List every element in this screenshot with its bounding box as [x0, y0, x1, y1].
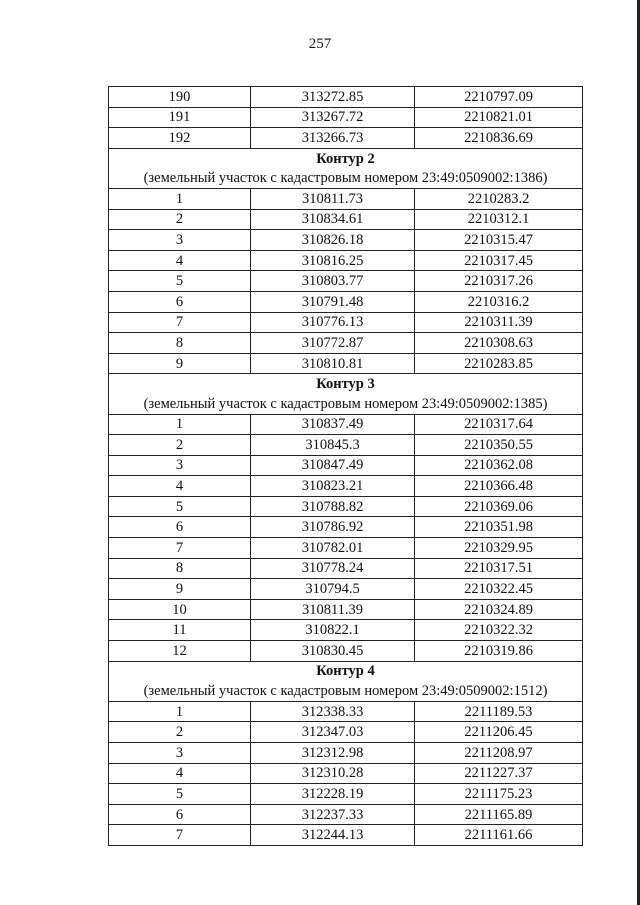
y-coordinate-cell: 2210317.45 — [415, 250, 583, 271]
y-coordinate-cell: 2210311.39 — [415, 312, 583, 333]
x-coordinate-cell: 310782.01 — [251, 538, 415, 559]
point-number-cell: 6 — [109, 291, 251, 312]
contour-title: Контур 4 — [109, 661, 583, 681]
y-coordinate-cell: 2210322.45 — [415, 579, 583, 600]
table-row — [109, 271, 583, 292]
contour-title-row — [109, 374, 583, 394]
y-coordinate-cell: 2210322.32 — [415, 620, 583, 641]
x-coordinate-cell: 310837.49 — [251, 414, 415, 435]
point-number-cell: 5 — [109, 784, 251, 805]
point-number-cell: 4 — [109, 476, 251, 497]
y-coordinate-cell: 2210836.69 — [415, 128, 583, 149]
x-coordinate-cell: 312347.03 — [251, 722, 415, 743]
contour-title: Контур 2 — [109, 148, 583, 168]
y-coordinate-cell: 2211161.66 — [415, 825, 583, 846]
y-coordinate-cell: 2210312.1 — [415, 209, 583, 230]
x-coordinate-cell: 310811.39 — [251, 599, 415, 620]
point-number-cell: 9 — [109, 353, 251, 374]
x-coordinate-cell: 310778.24 — [251, 558, 415, 579]
table-row — [109, 435, 583, 456]
x-coordinate-cell: 312244.13 — [251, 825, 415, 846]
y-coordinate-cell: 2210316.2 — [415, 291, 583, 312]
contour-title-row — [109, 661, 583, 681]
x-coordinate-cell: 310772.87 — [251, 333, 415, 354]
point-number-cell: 3 — [109, 455, 251, 476]
x-coordinate-cell: 310811.73 — [251, 188, 415, 209]
x-coordinate-cell: 310834.61 — [251, 209, 415, 230]
table-row — [109, 250, 583, 271]
y-coordinate-cell: 2210362.08 — [415, 455, 583, 476]
table-row — [109, 763, 583, 784]
table-row — [109, 558, 583, 579]
table-row — [109, 230, 583, 251]
y-coordinate-cell: 2211165.89 — [415, 804, 583, 825]
table-row — [109, 579, 583, 600]
point-number-cell: 6 — [109, 517, 251, 538]
point-number-cell: 2 — [109, 209, 251, 230]
table-row — [109, 784, 583, 805]
y-coordinate-cell: 2211206.45 — [415, 722, 583, 743]
y-coordinate-cell: 2210351.98 — [415, 517, 583, 538]
point-number-cell: 9 — [109, 579, 251, 600]
y-coordinate-cell: 2211189.53 — [415, 701, 583, 722]
x-coordinate-cell: 310803.77 — [251, 271, 415, 292]
y-coordinate-cell: 2210317.26 — [415, 271, 583, 292]
contour-subtitle-row — [109, 394, 583, 414]
x-coordinate-cell: 310830.45 — [251, 641, 415, 662]
point-number-cell: 190 — [109, 87, 251, 108]
point-number-cell: 11 — [109, 620, 251, 641]
x-coordinate-cell: 312312.98 — [251, 743, 415, 764]
y-coordinate-cell: 2211175.23 — [415, 784, 583, 805]
x-coordinate-cell: 310788.82 — [251, 496, 415, 517]
point-number-cell: 191 — [109, 107, 251, 128]
table-row — [109, 538, 583, 559]
y-coordinate-cell: 2210350.55 — [415, 435, 583, 456]
contour-subtitle: (земельный участок с кадастровым номером 23:49:0509002:1385) — [109, 394, 583, 414]
table-row — [109, 87, 583, 108]
contour-subtitle-row — [109, 681, 583, 701]
x-coordinate-cell: 313266.73 — [251, 128, 415, 149]
point-number-cell: 3 — [109, 230, 251, 251]
point-number-cell: 2 — [109, 435, 251, 456]
point-number-cell: 8 — [109, 333, 251, 354]
table-row — [109, 353, 583, 374]
point-number-cell: 10 — [109, 599, 251, 620]
x-coordinate-cell: 310823.21 — [251, 476, 415, 497]
point-number-cell: 3 — [109, 743, 251, 764]
table-row — [109, 291, 583, 312]
point-number-cell: 8 — [109, 558, 251, 579]
table-row — [109, 476, 583, 497]
y-coordinate-cell: 2211227.37 — [415, 763, 583, 784]
point-number-cell: 7 — [109, 538, 251, 559]
table-row — [109, 496, 583, 517]
table-row — [109, 414, 583, 435]
table-row — [109, 209, 583, 230]
table-row — [109, 743, 583, 764]
point-number-cell: 192 — [109, 128, 251, 149]
x-coordinate-cell: 310810.81 — [251, 353, 415, 374]
x-coordinate-cell: 310816.25 — [251, 250, 415, 271]
x-coordinate-cell: 312237.33 — [251, 804, 415, 825]
y-coordinate-cell: 2210329.95 — [415, 538, 583, 559]
table-row — [109, 825, 583, 846]
table-row — [109, 804, 583, 825]
y-coordinate-cell: 2210283.85 — [415, 353, 583, 374]
x-coordinate-cell: 310847.49 — [251, 455, 415, 476]
y-coordinate-cell: 2210315.47 — [415, 230, 583, 251]
contour-subtitle: (земельный участок с кадастровым номером 23:49:0509002:1512) — [109, 681, 583, 701]
y-coordinate-cell: 2210317.64 — [415, 414, 583, 435]
table-row — [109, 333, 583, 354]
x-coordinate-cell: 312338.33 — [251, 701, 415, 722]
table-row — [109, 620, 583, 641]
point-number-cell: 1 — [109, 188, 251, 209]
point-number-cell: 12 — [109, 641, 251, 662]
contour-title-row — [109, 148, 583, 168]
point-number-cell: 4 — [109, 763, 251, 784]
table-row — [109, 455, 583, 476]
x-coordinate-cell: 313272.85 — [251, 87, 415, 108]
table-row — [109, 517, 583, 538]
table-row — [109, 188, 583, 209]
point-number-cell: 5 — [109, 271, 251, 292]
x-coordinate-cell: 310845.3 — [251, 435, 415, 456]
point-number-cell: 5 — [109, 496, 251, 517]
y-coordinate-cell: 2210324.89 — [415, 599, 583, 620]
x-coordinate-cell: 310826.18 — [251, 230, 415, 251]
y-coordinate-cell: 2211208.97 — [415, 743, 583, 764]
y-coordinate-cell: 2210797.09 — [415, 87, 583, 108]
x-coordinate-cell: 310794.5 — [251, 579, 415, 600]
x-coordinate-cell: 310786.92 — [251, 517, 415, 538]
x-coordinate-cell: 313267.72 — [251, 107, 415, 128]
y-coordinate-cell: 2210369.06 — [415, 496, 583, 517]
page-number: 257 — [308, 36, 332, 52]
point-number-cell: 6 — [109, 804, 251, 825]
table-row — [109, 599, 583, 620]
x-coordinate-cell: 310776.13 — [251, 312, 415, 333]
contour-subtitle: (земельный участок с кадастровым номером 23:49:0509002:1386) — [109, 168, 583, 188]
table-row — [109, 701, 583, 722]
y-coordinate-cell: 2210821.01 — [415, 107, 583, 128]
x-coordinate-cell: 310791.48 — [251, 291, 415, 312]
table-row — [109, 641, 583, 662]
y-coordinate-cell: 2210283.2 — [415, 188, 583, 209]
table-row — [109, 128, 583, 149]
y-coordinate-cell: 2210319.86 — [415, 641, 583, 662]
point-number-cell: 7 — [109, 312, 251, 333]
table-row — [109, 722, 583, 743]
table-row — [109, 107, 583, 128]
point-number-cell: 1 — [109, 701, 251, 722]
contour-title: Контур 3 — [109, 374, 583, 394]
y-coordinate-cell: 2210308.63 — [415, 333, 583, 354]
x-coordinate-cell: 310822.1 — [251, 620, 415, 641]
point-number-cell: 2 — [109, 722, 251, 743]
table-row — [109, 312, 583, 333]
point-number-cell: 1 — [109, 414, 251, 435]
y-coordinate-cell: 2210366.48 — [415, 476, 583, 497]
coordinates-table — [108, 86, 583, 846]
point-number-cell: 7 — [109, 825, 251, 846]
y-coordinate-cell: 2210317.51 — [415, 558, 583, 579]
x-coordinate-cell: 312228.19 — [251, 784, 415, 805]
x-coordinate-cell: 312310.28 — [251, 763, 415, 784]
point-number-cell: 4 — [109, 250, 251, 271]
contour-subtitle-row — [109, 168, 583, 188]
